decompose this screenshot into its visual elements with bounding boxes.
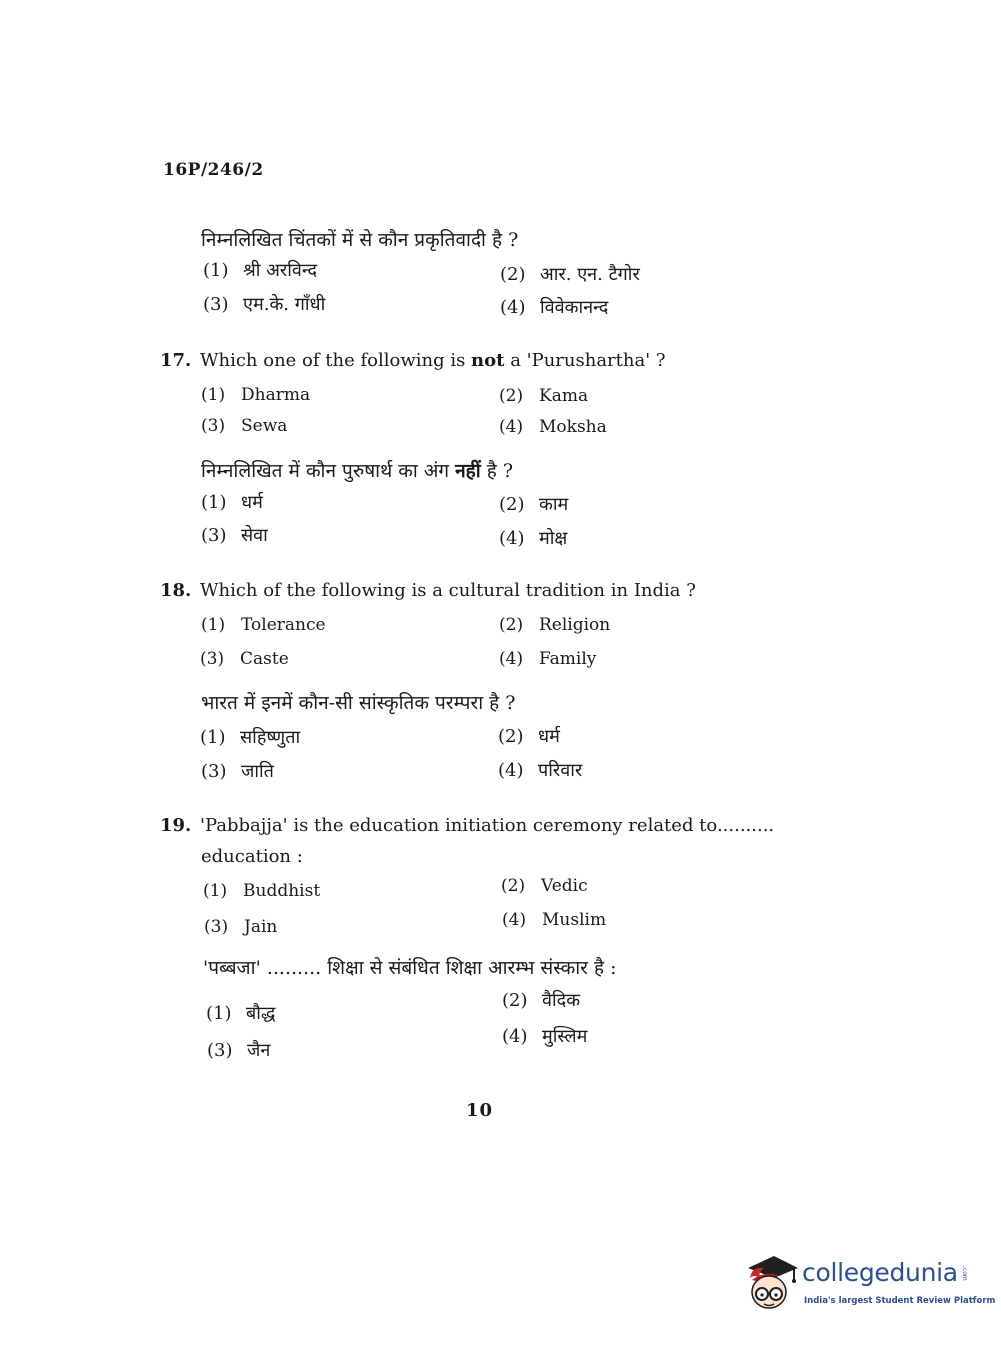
q18-number: 18. xyxy=(160,580,192,601)
q19-hi-option-4: (4) मुस्लिम xyxy=(502,1026,588,1047)
q17-option-2: (2) Kama xyxy=(499,386,589,406)
q17-number: 17. xyxy=(160,350,192,371)
paper-code: 16P/246/2 xyxy=(163,160,264,180)
q17-hindi-question: निम्नलिखित में कौन पुरुषार्थ का अंग नहीं है ? xyxy=(201,460,514,482)
q17-option-3: (3) Sewa xyxy=(201,416,288,436)
q18-option-4: (4) Family xyxy=(499,649,597,669)
q18-hi-option-4: (4) परिवार xyxy=(498,760,583,781)
collegedunia-watermark xyxy=(742,1252,996,1318)
q19-hi-option-3: (3) जैन xyxy=(207,1040,271,1061)
q17-hi-option-4: (4) मोक्ष xyxy=(499,528,568,549)
q19-option-2: (2) Vedic xyxy=(501,876,588,896)
q18-hi-option-3: (3) जाति xyxy=(201,761,274,782)
q18-option-2: (2) Religion xyxy=(499,615,611,635)
q17-hi-option-1: (1) धर्म xyxy=(201,492,263,513)
logo-tagline: India's largest Student Review Platform xyxy=(804,1296,996,1306)
q17-option-4: (4) Moksha xyxy=(499,417,607,437)
student-mascot-icon xyxy=(742,1252,800,1312)
q17-question: 17. Which one of the following is not a 'Purushartha' ? xyxy=(160,350,666,371)
q17-hi-option-3: (3) सेवा xyxy=(201,525,268,546)
q19-question-line1: 19. 'Pabbajja' is the education initiation ceremony related to.......... xyxy=(160,815,775,836)
q19-question-line2: education : xyxy=(201,846,303,867)
q18-question: 18. Which of the following is a cultural tradition in India ? xyxy=(160,580,696,601)
q19-option-4: (4) Muslim xyxy=(502,910,607,930)
q19-hindi-question: 'पब्बजा' ......... शिक्षा से संबंधित शिक्षा आरम्भ संस्कार है : xyxy=(203,957,617,979)
logo-wordmark: collegedunia xyxy=(802,1258,958,1287)
q19-number: 19. xyxy=(160,815,192,836)
q19-hi-option-1: (1) बौद्ध xyxy=(206,1003,276,1024)
q16-hi-option-1: (1) श्री अरविन्द xyxy=(203,260,318,281)
q19-hi-option-2: (2) वैदिक xyxy=(502,990,581,1011)
q19-option-3: (3) Jain xyxy=(204,917,278,937)
q18-hi-option-2: (2) धर्म xyxy=(498,726,560,747)
q18-hi-option-1: (1) सहिष्णुता xyxy=(200,727,301,748)
q17-option-1: (1) Dharma xyxy=(201,385,311,405)
q18-hindi-question: भारत में इनमें कौन-सी सांस्कृतिक परम्परा है ? xyxy=(201,692,516,714)
q16-hi-option-3: (3) एम.के. गाँधी xyxy=(203,294,326,315)
page-number: 10 xyxy=(466,1100,494,1121)
q18-option-3: (3) Caste xyxy=(200,649,289,669)
logo-suffix: .com xyxy=(961,1266,968,1281)
q16-hi-option-4: (4) विवेकानन्द xyxy=(500,297,609,318)
q17-hi-option-2: (2) काम xyxy=(499,494,569,515)
q16-hi-option-2: (2) आर. एन. टैगोर xyxy=(500,264,640,285)
q19-option-1: (1) Buddhist xyxy=(203,881,321,901)
q18-option-1: (1) Tolerance xyxy=(201,615,326,635)
q16-hindi-question: निम्नलिखित चिंतकों में से कौन प्रकृतिवादी है ? xyxy=(201,229,519,251)
